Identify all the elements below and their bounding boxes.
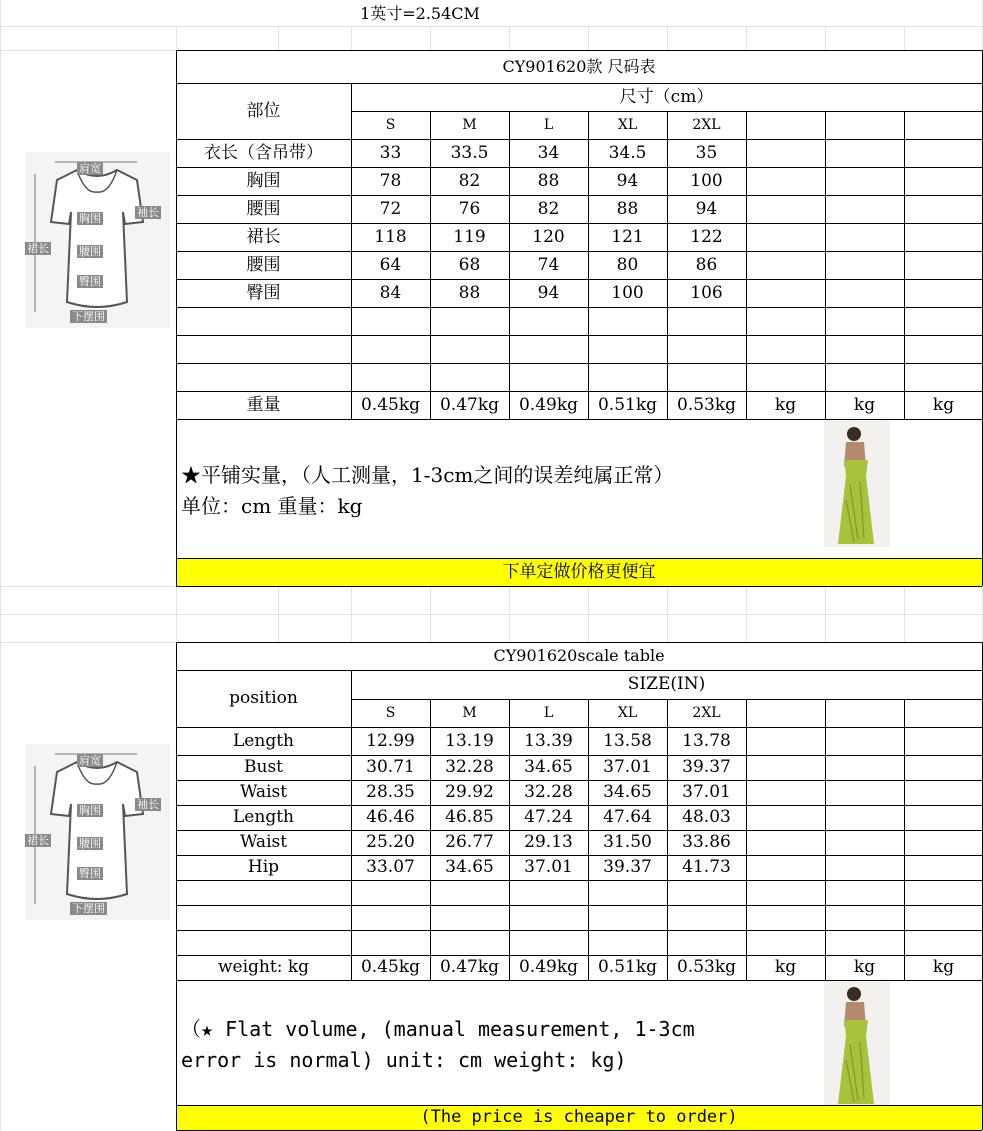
cell-value: 82 <box>537 198 560 219</box>
table-border <box>176 930 982 931</box>
shoulder-label: 肩宽 <box>79 754 101 767</box>
weight-value: 0.51kg <box>597 957 658 977</box>
cell-value: 37.01 <box>603 757 652 777</box>
gridline <box>588 26 589 50</box>
cell-value: 26.77 <box>445 832 494 852</box>
dress-outline-icon <box>25 152 170 328</box>
cell-value: 33.07 <box>366 857 415 877</box>
weight-value: 0.53kg <box>676 394 737 415</box>
model-figure-icon <box>824 420 890 547</box>
weight-value: kg <box>932 957 955 977</box>
row-label: 臀围 <box>246 282 281 303</box>
gridline <box>667 586 668 642</box>
cell-value: 28.35 <box>366 782 415 802</box>
weight-value: 0.47kg <box>439 957 500 977</box>
weight-value: kg <box>853 394 876 415</box>
cell-value: 34.65 <box>603 782 652 802</box>
cell-value: 72 <box>379 198 402 219</box>
cell-value: 88 <box>458 282 481 303</box>
hip-label: 臀围 <box>79 867 101 880</box>
cell-value: 29.92 <box>445 782 494 802</box>
row-label: 胸围 <box>246 170 281 191</box>
cell-value: 46.85 <box>445 807 494 827</box>
gridline <box>430 26 431 50</box>
gridline <box>351 26 352 50</box>
cell-value: 94 <box>616 170 639 191</box>
cell-value: 39.37 <box>682 757 731 777</box>
gridline <box>825 26 826 50</box>
weight-value: kg <box>932 394 955 415</box>
table-border <box>176 980 982 981</box>
sleeve-label: 袖长 <box>137 798 159 811</box>
position-header: position <box>229 688 298 708</box>
note-line-1: （★ Flat volume, (manual measurement, 1-3cm <box>181 1017 695 1041</box>
model-figure-icon <box>824 980 890 1107</box>
cell-value: 121 <box>611 226 644 247</box>
row-label: 衣长（含吊带） <box>204 142 323 163</box>
table-row <box>176 855 982 880</box>
model-photo <box>824 420 890 547</box>
cell-value: 118 <box>374 226 407 247</box>
cell-value: 41.73 <box>682 857 731 877</box>
table-border <box>176 335 982 336</box>
measurement-note <box>181 460 811 522</box>
cell-value: 37.01 <box>524 857 573 877</box>
gridline <box>176 586 177 642</box>
cell-value: 32.28 <box>524 782 573 802</box>
cell-value: 64 <box>379 254 402 275</box>
gridline <box>509 26 510 50</box>
cell-value: 88 <box>537 170 560 191</box>
cell-value: 13.39 <box>524 730 573 751</box>
cell-value: 34 <box>537 142 560 163</box>
table-row <box>176 167 982 195</box>
gridline <box>667 26 668 50</box>
size-column-s: S <box>385 705 396 721</box>
cell-value: 46.46 <box>366 807 415 827</box>
cell-value: 76 <box>458 198 481 219</box>
weight-value: 0.53kg <box>676 957 737 977</box>
note-line-2: error is normal) unit: cm weight: kg) <box>181 1048 627 1072</box>
cell-value: 34.65 <box>445 857 494 877</box>
chest-label: 胸围 <box>79 804 101 817</box>
table-row <box>176 279 982 307</box>
weight-value: kg <box>774 957 797 977</box>
chest-label: 胸围 <box>79 212 101 225</box>
cell-value: 48.03 <box>682 807 731 827</box>
note-line-1: ★平铺实量，（人工测量，1-3cm之间的误差纯属正常） <box>181 463 674 487</box>
weight-value: 0.45kg <box>360 394 421 415</box>
table-row <box>176 755 982 780</box>
cell-value: 30.71 <box>366 757 415 777</box>
waist-label: 腰围 <box>79 245 101 258</box>
size-column-m: M <box>462 705 477 721</box>
table-row <box>176 223 982 251</box>
cell-value: 34.5 <box>608 142 647 163</box>
dress-outline-icon <box>25 744 170 920</box>
dress-measure-diagram <box>25 744 170 920</box>
gridline <box>0 26 983 27</box>
cell-value: 88 <box>616 198 639 219</box>
weight-value: 0.49kg <box>518 394 579 415</box>
cell-value: 32.28 <box>445 757 494 777</box>
table-title: CY901620款 尺码表 <box>502 56 656 76</box>
weight-value: kg <box>853 957 876 977</box>
table-border <box>176 363 982 364</box>
model-photo <box>824 980 890 1107</box>
cell-value: 25.20 <box>366 832 415 852</box>
cell-value: 39.37 <box>603 857 652 877</box>
cell-value: 94 <box>695 198 718 219</box>
cell-value: 47.24 <box>524 807 573 827</box>
position-header: 部位 <box>246 100 281 121</box>
cell-value: 84 <box>379 282 402 303</box>
gridline <box>278 586 279 642</box>
gridline <box>351 586 352 642</box>
cell-value: 33 <box>379 142 402 163</box>
row-label: Bust <box>244 757 283 777</box>
row-label: Waist <box>239 782 288 802</box>
weight-value: 0.45kg <box>360 957 421 977</box>
gridline <box>588 586 589 642</box>
hem-label: 下摆围 <box>72 310 105 323</box>
cell-value: 33.86 <box>682 832 731 852</box>
measurement-note <box>181 1014 811 1076</box>
gridline <box>746 586 747 642</box>
table-border <box>176 307 982 308</box>
gridline <box>904 26 905 50</box>
note-line-2: 单位：cm 重量：kg <box>181 494 363 518</box>
row-label: 腰围 <box>246 254 281 275</box>
gridline <box>904 586 905 642</box>
cell-value: 34.65 <box>524 757 573 777</box>
cell-value: 68 <box>458 254 481 275</box>
cell-value: 82 <box>458 170 481 191</box>
gridline <box>509 586 510 642</box>
weight-value: kg <box>774 394 797 415</box>
gridline <box>0 614 983 615</box>
cell-value: 12.99 <box>366 730 415 751</box>
length-label: 裙长 <box>27 242 49 255</box>
cell-value: 13.58 <box>603 730 652 751</box>
size-column-xl: XL <box>617 705 638 721</box>
gridline <box>0 0 1 1130</box>
table-border <box>176 905 982 906</box>
weight-value: 0.47kg <box>439 394 500 415</box>
weight-value: 0.51kg <box>597 394 658 415</box>
cell-value: 13.78 <box>682 730 731 751</box>
table-border <box>176 419 982 420</box>
gridline <box>430 586 431 642</box>
row-label: Length <box>233 807 294 827</box>
size-column-xl: XL <box>617 117 638 133</box>
size-column-l: L <box>543 117 554 133</box>
row-label: Hip <box>247 857 280 877</box>
row-label: 腰围 <box>246 198 281 219</box>
cell-value: 31.50 <box>603 832 652 852</box>
length-label: 裙长 <box>27 834 49 847</box>
table-border <box>176 880 982 881</box>
cell-value: 74 <box>537 254 560 275</box>
row-label: 裙长 <box>246 226 281 247</box>
weight-label: 重量 <box>246 394 281 415</box>
row-label: Length <box>233 730 294 751</box>
hip-label: 臀围 <box>79 275 101 288</box>
weight-label: weight: kg <box>217 957 310 977</box>
cell-value: 100 <box>690 170 723 191</box>
dress-measure-diagram <box>25 152 170 328</box>
shoulder-label: 肩宽 <box>79 162 101 175</box>
table-border <box>176 586 982 587</box>
cell-value: 78 <box>379 170 402 191</box>
gridline <box>278 26 279 50</box>
cell-value: 86 <box>695 254 718 275</box>
cell-value: 35 <box>695 142 718 163</box>
gridline <box>746 26 747 50</box>
table-row <box>176 727 982 755</box>
table-row <box>176 780 982 805</box>
table-title: CY901620scale table <box>493 646 665 665</box>
size-column-2xl: 2XL <box>692 117 721 133</box>
size-header: 尺寸（cm） <box>619 86 714 107</box>
table-row <box>176 805 982 830</box>
table-row <box>176 251 982 279</box>
cell-value: 33.5 <box>450 142 489 163</box>
size-column-2xl: 2XL <box>692 705 721 721</box>
cell-value: 80 <box>616 254 639 275</box>
size-column-s: S <box>385 117 396 133</box>
table-row <box>176 830 982 855</box>
hem-label: 下摆围 <box>72 902 105 915</box>
footer-text: 下单定做价格更便宜 <box>502 561 656 582</box>
weight-value: 0.49kg <box>518 957 579 977</box>
sleeve-label: 袖长 <box>137 206 159 219</box>
gridline <box>176 26 177 50</box>
cell-value: 13.19 <box>445 730 494 751</box>
size-column-l: L <box>543 705 554 721</box>
inch-conversion-note: 1英寸=2.54CM <box>360 4 480 23</box>
footer-text: (The price is cheaper to order) <box>420 1107 738 1127</box>
cell-value: 47.64 <box>603 807 652 827</box>
waist-label: 腰围 <box>79 837 101 850</box>
cell-value: 106 <box>690 282 723 303</box>
size-column-m: M <box>462 117 477 133</box>
row-label: Waist <box>239 832 288 852</box>
cell-value: 120 <box>532 226 565 247</box>
cell-value: 100 <box>611 282 644 303</box>
cell-value: 122 <box>690 226 723 247</box>
gridline <box>825 586 826 642</box>
cell-value: 94 <box>537 282 560 303</box>
cell-value: 37.01 <box>682 782 731 802</box>
cell-value: 29.13 <box>524 832 573 852</box>
table-row <box>176 195 982 223</box>
table-row <box>176 139 982 167</box>
cell-value: 119 <box>453 226 486 247</box>
size-header: SIZE(IN) <box>627 674 706 694</box>
